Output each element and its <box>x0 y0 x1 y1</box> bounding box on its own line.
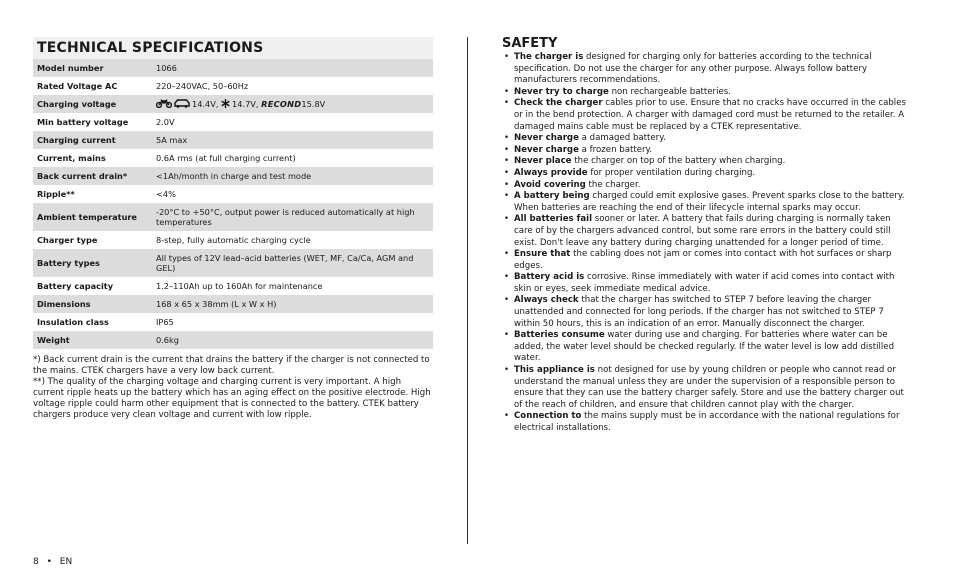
footer-separator: • <box>46 557 52 567</box>
safety-item-lead: Never try to charge <box>514 86 609 97</box>
safety-item-lead: Never place <box>514 156 572 167</box>
safety-item <box>502 249 912 272</box>
voltage-normal: 14.4V, <box>192 98 219 109</box>
safety-item-lead: Never charge <box>514 133 579 144</box>
safety-list <box>502 52 912 435</box>
spec-row <box>33 167 433 185</box>
spec-value: <1Ah/month in charge and test mode <box>156 171 312 181</box>
spec-label: Min battery voltage <box>37 117 129 127</box>
safety-item <box>502 180 912 192</box>
spec-value: 1.2–110Ah up to 160Ah for maintenance <box>156 281 323 291</box>
safety-item <box>502 156 912 168</box>
motorcycle-icon <box>156 99 172 110</box>
spec-value: 8-step, fully automatic charging cycle <box>156 235 311 245</box>
safety-item-lead: Never charge <box>514 144 579 155</box>
safety-item-lead: The charger is <box>514 52 584 62</box>
safety-item-lead: Battery acid is <box>514 272 585 283</box>
safety-item <box>502 87 912 99</box>
spec-value: 1066 <box>156 63 177 73</box>
safety-item-text: cables prior to use. Ensure that no cracks have occurred in the cables or in the bend protection. A charger with damaged cord must be returned to the retailer. A damaged mains cable must be replaced by a CTEK representative. <box>514 98 906 132</box>
spec-label: Charging current <box>37 135 116 145</box>
spec-label: Rated Voltage AC <box>37 81 118 91</box>
safety-item-text: for proper ventilation during charging. <box>587 167 756 178</box>
safety-item-text: the cabling does not jam or comes into contact with hot surfaces or sharp edges. <box>514 249 892 271</box>
safety-item-lead: Ensure that <box>514 249 571 260</box>
safety-item-text: the mains supply must be in accordance with the national regulations for electrical installations. <box>514 411 900 433</box>
spec-label: Dimensions <box>37 299 91 309</box>
safety-item <box>502 145 912 157</box>
safety-item <box>502 365 912 411</box>
spec-label: Insulation class <box>37 317 109 327</box>
spec-row <box>33 185 433 203</box>
spec-table <box>33 59 433 349</box>
spec-row <box>33 331 433 349</box>
spec-value: 5A max <box>156 135 188 145</box>
safety-item-text: that the charger has switched to STEP 7 before leaving the charger unattended and connected for long periods. If the charger has not switched to STEP 7 within 50 hours, this is an indication of an error. Manually disconnect the charger. <box>514 295 884 329</box>
safety-item <box>502 411 912 434</box>
spec-row <box>33 313 433 331</box>
spec-value: <4% <box>156 189 176 199</box>
safety-item-text: not designed for use by young children or people who cannot read or understand the manual unless they are under the supervision of a responsible person to ensure that they can use the battery charger safely. Store and use the battery charger out of the reach of children, and ensure that children cannot play with the charger. <box>514 365 904 410</box>
spec-label: Back current drain* <box>37 171 128 181</box>
safety-item <box>502 295 912 330</box>
safety-item-text: a damaged battery. <box>578 133 666 144</box>
safety-item-lead: Check the charger <box>514 98 603 109</box>
spec-row <box>33 149 433 167</box>
car-icon <box>174 99 190 110</box>
safety-item <box>502 168 912 180</box>
safety-item <box>502 98 912 133</box>
spec-label: Battery capacity <box>37 281 114 291</box>
spec-value: 0.6kg <box>156 335 179 345</box>
voltage-recond: 15.8V <box>301 98 326 109</box>
safety-item-lead: Always check <box>514 295 579 306</box>
safety-item-text: the charger on top of the battery when charging. <box>571 156 786 167</box>
spec-row <box>33 295 433 313</box>
spec-value: All types of 12V lead–acid batteries (WET, MF, Ca/Ca, AGM and GEL) <box>156 253 414 273</box>
safety-item <box>502 52 912 87</box>
spec-label: Charging voltage <box>37 99 117 109</box>
language-code: EN <box>59 557 73 567</box>
page-footer <box>33 557 72 567</box>
safety-item-text: a frozen battery. <box>578 144 653 155</box>
safety-item-lead: This appliance is <box>514 365 595 376</box>
safety-item-text: designed for charging only for batteries according to the technical specification. Do not use the charger for any other purpose. Always follow battery manufacturers recommendations. <box>514 52 872 86</box>
safety-title: SAFETY <box>502 36 558 51</box>
spec-row <box>33 59 433 77</box>
technical-specifications-section <box>33 37 433 421</box>
safety-item-text: the charger. <box>585 179 641 190</box>
spec-label: Charger type <box>37 235 98 245</box>
column-divider <box>467 37 468 544</box>
safety-item-text: sooner or later. A battery that fails during charging is normally taken care of by the chargers advanced control, but some rare errors in the battery could still exist. Don't leave any battery during charging unattended for a longer period of time. <box>514 214 891 248</box>
safety-item-text: charged could emit explosive gases. Prevent sparks close to the battery. When batteries are reaching the end of their lifecycle internal sparks may occur. <box>514 191 905 213</box>
spec-value <box>152 95 433 113</box>
spec-row <box>33 203 433 231</box>
safety-item <box>502 191 912 214</box>
spec-value: 220–240VAC, 50–60Hz <box>156 81 249 91</box>
footnote-back-current: *) Back current drain is the current that drains the battery if the charger is not connected to the mains. CTEK chargers have a very low back current. <box>33 355 430 376</box>
spec-value: IP65 <box>156 317 174 327</box>
spec-label: Ripple** <box>37 189 75 199</box>
spec-row <box>33 131 433 149</box>
spec-title: TECHNICAL SPECIFICATIONS <box>33 37 433 59</box>
page-number: 8 <box>33 557 39 567</box>
spec-row <box>33 249 433 277</box>
safety-item-lead: Connection to <box>514 411 582 422</box>
spec-value: 0.6A rms (at full charging current) <box>156 153 296 163</box>
spec-label: Ambient temperature <box>37 212 137 222</box>
safety-item <box>502 214 912 249</box>
safety-item <box>502 330 912 365</box>
safety-item-text: non rechargeable batteries. <box>608 86 731 97</box>
voltage-cold: 14.7V, <box>232 98 259 109</box>
safety-item <box>502 133 912 145</box>
spec-value: 2.0V <box>156 117 175 127</box>
safety-item-lead: Always provide <box>514 167 588 178</box>
spec-row <box>33 77 433 95</box>
safety-item-lead: All batteries fail <box>514 214 593 225</box>
safety-item-lead: A battery being <box>514 191 590 202</box>
footnote-ripple: **) The quality of the charging voltage and charging current is very important. A high current ripple heats up the battery which has an aging effect on the positive electrode. High voltage ripple could harm other equipment that is connected to the battery. CTEK battery chargers produce very clean voltage and current with low ripple. <box>33 377 431 420</box>
safety-section <box>502 36 912 435</box>
spec-value: 168 x 65 x 38mm (L x W x H) <box>156 299 277 309</box>
safety-item-lead: Batteries consume <box>514 330 605 341</box>
spec-row <box>33 95 433 113</box>
spec-row <box>33 113 433 131</box>
recond-label: RECOND <box>261 98 302 109</box>
snowflake-icon <box>221 99 230 110</box>
safety-item <box>502 272 912 295</box>
spec-label: Current, mains <box>37 153 106 163</box>
spec-row <box>33 277 433 295</box>
spec-label: Model number <box>37 63 104 73</box>
safety-item-text: corrosive. Rinse immediately with water if acid comes into contact with skin or eyes, seek immediate medical advice. <box>514 272 895 294</box>
spec-row <box>33 231 433 249</box>
safety-item-text: water during use and charging. For batteries where water can be added, the water level should be checked regularly. If the water level is low add distilled water. <box>514 330 895 364</box>
safety-item-lead: Avoid covering <box>514 179 586 190</box>
spec-value: -20°C to +50°C, output power is reduced automatically at high temperatures <box>156 207 415 227</box>
spec-label: Battery types <box>37 258 100 268</box>
spec-label: Weight <box>37 335 70 345</box>
